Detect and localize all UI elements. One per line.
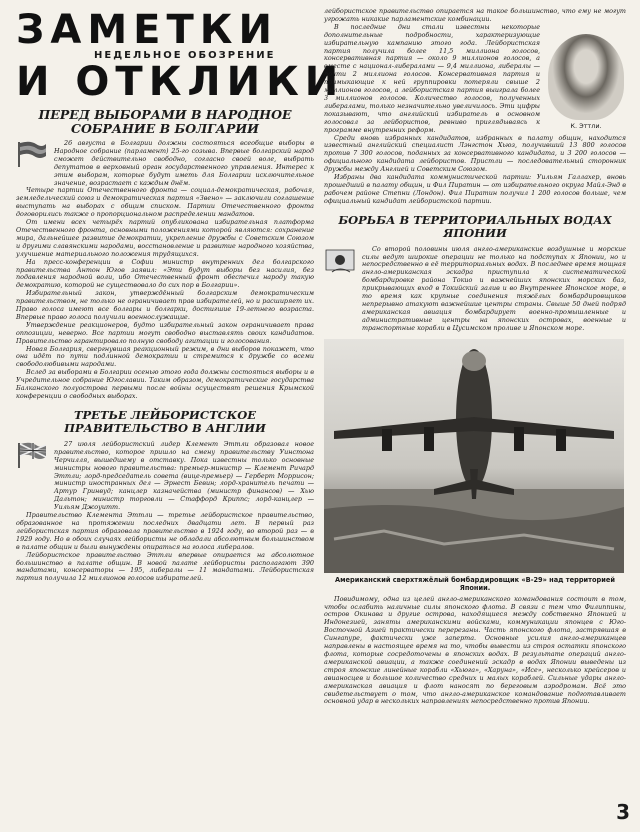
photo-caption: Американский сверхтяжёлый бомбардировщик «В-29» над территорией Японии. bbox=[335, 575, 615, 592]
article2-cont-para-1: В последние дни стали известны некоторые дополнительные подробности, характеризующие избирательную кампанию этого года. Лейбористская партия получила более 11,5 миллиона голосов, консервативная партия — около 9 миллионов голосов, а вместе с национал-либералами — 9,4 миллиона, либералы — почти 2 миллиона голосов. Консервативная партия и примыкающие к ней группировки потеряли свыше 2 миллионов голосов, а лейбористская партия выиграла более 3 миллионов голосов. Количество голосов, полученных либералами, только незначительно увеличилось. Эти цифры показывают, что английский избиратель в основном голосовал за лейбористов, ревниво приглядываясь к программе внутренних реформ. bbox=[324, 22, 540, 134]
article1-para-1: Четыре партии Отечественного фронта — социал-демократическая, рабочая, земледельческий союз и демократическая партия «Звено» — заключили соглашение выступать на выборах с общим списком. Партии Отечественного фронта договорились также о пропорциональном распределении мандатов. bbox=[16, 186, 314, 219]
masthead-line-2: И ОТКЛИКИ bbox=[16, 59, 345, 105]
article2-body bbox=[16, 441, 314, 512]
article1-para-0: 26 августа в Болгарии должны состояться всеобщие выборы в Народное собрание (парламент) 25-го созыва. Впервые болгарский народ сможет действительно свободно, согласно своей воле, выбрать депутатов в верховный орган государственного управления. Интерес к этим выборам, которые будут иметь для Болгарии исключительное значение, возрастает с каждым днём. bbox=[54, 139, 314, 187]
masthead bbox=[16, 7, 345, 105]
article1-para-7: Вслед за выборами в Болгарии осенью этого года должны состояться выборы и в Учредительное собрание Югославии. Таким образом, демократические государства Балканского полуострова первыми после войны осуществят решения Крымской конференции о свободных выборах. bbox=[16, 368, 314, 400]
b29-photo bbox=[324, 339, 624, 573]
bulgaria-flag-icon bbox=[16, 140, 48, 168]
article2-para-1: Правительство Клемента Эттли — третье лейбористское правительство, образованное на протяжении последних двадцати лет. В первый раз лейбористская партия образовала правительство в 1924 году, во второй раз — в 1929 году. Но в обоих случаях лейбористы не обладали абсолютным большинством в палате общин и были вынуждены опираться на голоса либералов. bbox=[16, 511, 314, 551]
article2-title: ТРЕТЬЕ ЛЕЙБОРИСТСКОЕ ПРАВИТЕЛЬСТВО В АНГЛИИ bbox=[64, 407, 266, 435]
masthead-subtitle: НЕДЕЛЬНОЕ ОБОЗРЕНИЕ bbox=[94, 50, 276, 61]
article3-para-0: Со второй половины июля англо-американские воздушные и морские силы ведут широкие операции не только на подступах к Японии, но и непосредственно в её территориальных водах. В последнее время мощная англо-американская эскадра приступила к систематической бомбардировке района Токио и важнейших японских морских баз, прикрывающих вход в Токийский залив и во Внутреннее Японское море, в то время как крупные соединения тяжёлых бомбардировщиков непрерывно атакуют важнейшие центры страны. Свыше 50 дней подряд американская авиация бомбардирует военно-промышленные и административные центры на японских островах, военные и транспортные корабли в Цусимском проливе и Японском море. bbox=[362, 244, 626, 332]
article1-para-5: Утверждение реакционеров, будто избирательный закон ограничивает права оппозиции, неверно. Все партии могут свободно выставлять своих кандидатов. Правительство гарантировало полную свободу агитации и голосования. bbox=[16, 320, 314, 345]
b29-bomber-illustration bbox=[324, 339, 624, 573]
article3-body bbox=[324, 246, 626, 333]
article1-para-3: На пресс-конференции в Софии министр внутренних дел болгарского правительства Антон Югов заявил: «Эти будут выборы без насилия, без подавления народной воли, ибо Отечественный фронт обеспечил народу такую демократию, которой не существовало до сих пор в Болгарии». bbox=[16, 257, 314, 290]
attlee-portrait bbox=[548, 34, 624, 120]
portrait-caption: К. Эттли. bbox=[570, 121, 602, 130]
article1-para-4: Избирательный закон, утверждённый болгарским демократическим правительством, не только не ограничивает прав избирателей, но и расширяет их. Право голоса имеют все болгары и болгарки, достигшие 19-летнего возраста. Впервые право голоса получили военнослужащие. bbox=[16, 289, 314, 321]
article2-para-2: Лейбористское правительство Эттли впервые опирается на абсолютное большинство в палате общин. В новой палате лейбористы располагают 390 мандатами, консерваторы — 195, либералы — 11 мандатами. Лейбористская партия получила 12 миллионов голосов избирателей. bbox=[16, 550, 314, 583]
left-column bbox=[16, 7, 345, 583]
britain-flag-icon bbox=[16, 441, 48, 469]
article2-cont-para-2: Среди вновь избранных кандидатов, избранных в палату общин, находится известный английский специалист Лэнгстон Хьюз, получивший 13 800 голосов против 7 300 голосов, поданных за консервативного кандидата, и 3 200 голосов — официального кандидата лейбористов. Пристли — последовательный сторонник дружбы между Англией и Советским Союзом. bbox=[324, 133, 626, 174]
masthead-line-1: ЗАМЕТКИ bbox=[16, 7, 278, 53]
article1-para-6: Новая Болгария, свергнувшая реакционный режим, в дни выборов покажет, что она идёт по пути подлинной демократии и стремится к дружбе со всеми свободолюбивыми народами. bbox=[16, 344, 314, 369]
article1-title: ПЕРЕД ВЫБОРАМИ В НАРОДНОЕ СОБРАНИЕ В БОЛГАРИИ bbox=[38, 107, 292, 136]
article2-para-0: 27 июля лейбористский лидер Клемент Эттли образовал новое правительство, которое пришло на смену правительству Уинстона Черчилля, вышедшему в отставку. Пока известны только основные министры нового правительства: премьер-министр — Клемент Ричард Эттли; лорд-председатель совета (вице-премьер) — Герберт Моррисон; министр иностранных дел — Эрнест Бевин; лорд-хранитель печати — Артур Гринвуд; канцлер казначейства (министр финансов) — Хью Дальтон; министр торговли — Стаффорд Криппс; лорд-канцлер — Уильям Джоуитт. bbox=[54, 439, 314, 512]
right-column bbox=[324, 8, 626, 706]
article2-cont-para-0: лейбористское правительство опирается на такое большинство, что ему не могут угрожать никакие парламентские комбинации. bbox=[324, 7, 626, 23]
article1-para-2: От имени всех четырёх партий опубликована избирательная платформа Отечественного фронта, основными положениями которой являются: сохранение мира, дальнейшее развитие демократии, укрепление дружбы с Советским Союзом и другими славянскими народами, восстановление и развитие народного хозяйства, улучшение материального положения трудящихся. bbox=[16, 218, 314, 258]
article3-title: БОРЬБА В ТЕРРИТОРИАЛЬНЫХ ВОДАХ ЯПОНИИ bbox=[338, 212, 612, 240]
portrait-block bbox=[546, 24, 626, 130]
japan-flag-icon bbox=[324, 246, 356, 274]
article3-para-1: Повидимому, одна из целей англо-американского командования состоит в том, чтобы ослабить наличные силы японского флота. В связи с тем что Филиппины, остров Окинава и другие острова, находящиеся между собственно Японией и Индонезией, заняты американскими войсками, коммуникации японцев с Юго-Восточной Азией практически перерезаны. Часть японского флота, застрявшая в Сингапуре, фактически уже заперта. Основные усилия англо-американцев направлены в настоящее время на то, чтобы вывести из строя остатки японского флота, которые сосредоточены в японских водах. В результате операций англо-американской авиации, а также соединений эскадр в водах Японии выведены из строя японские линейные корабли «Хьюга», «Харуна», «Исе», несколько крейсеров и авианосцев и большое количество средних и малых кораблей. Сильные удары англо-американская авиация и флот наносят по береговым аэродромам. Всё это свидетельствует о том, что англо-американское командование подготавливает основной удар в нескольких направлениях непосредственно против Японии. bbox=[324, 594, 626, 706]
article1-body bbox=[16, 140, 314, 187]
article2-cont-para-3: Избраны два кандидата коммунистической партии: Уильям Галлахер, вновь прошедший в палату общин, и Фил Пиратин — от избирательного округа Майл-Энд в рабочем районе Степни (Лондон). Фил Пиратин получил 1 200 голосов больше, чем официальный кандидат лейбористской партии. bbox=[324, 173, 626, 205]
page-number: 3 bbox=[616, 800, 630, 824]
